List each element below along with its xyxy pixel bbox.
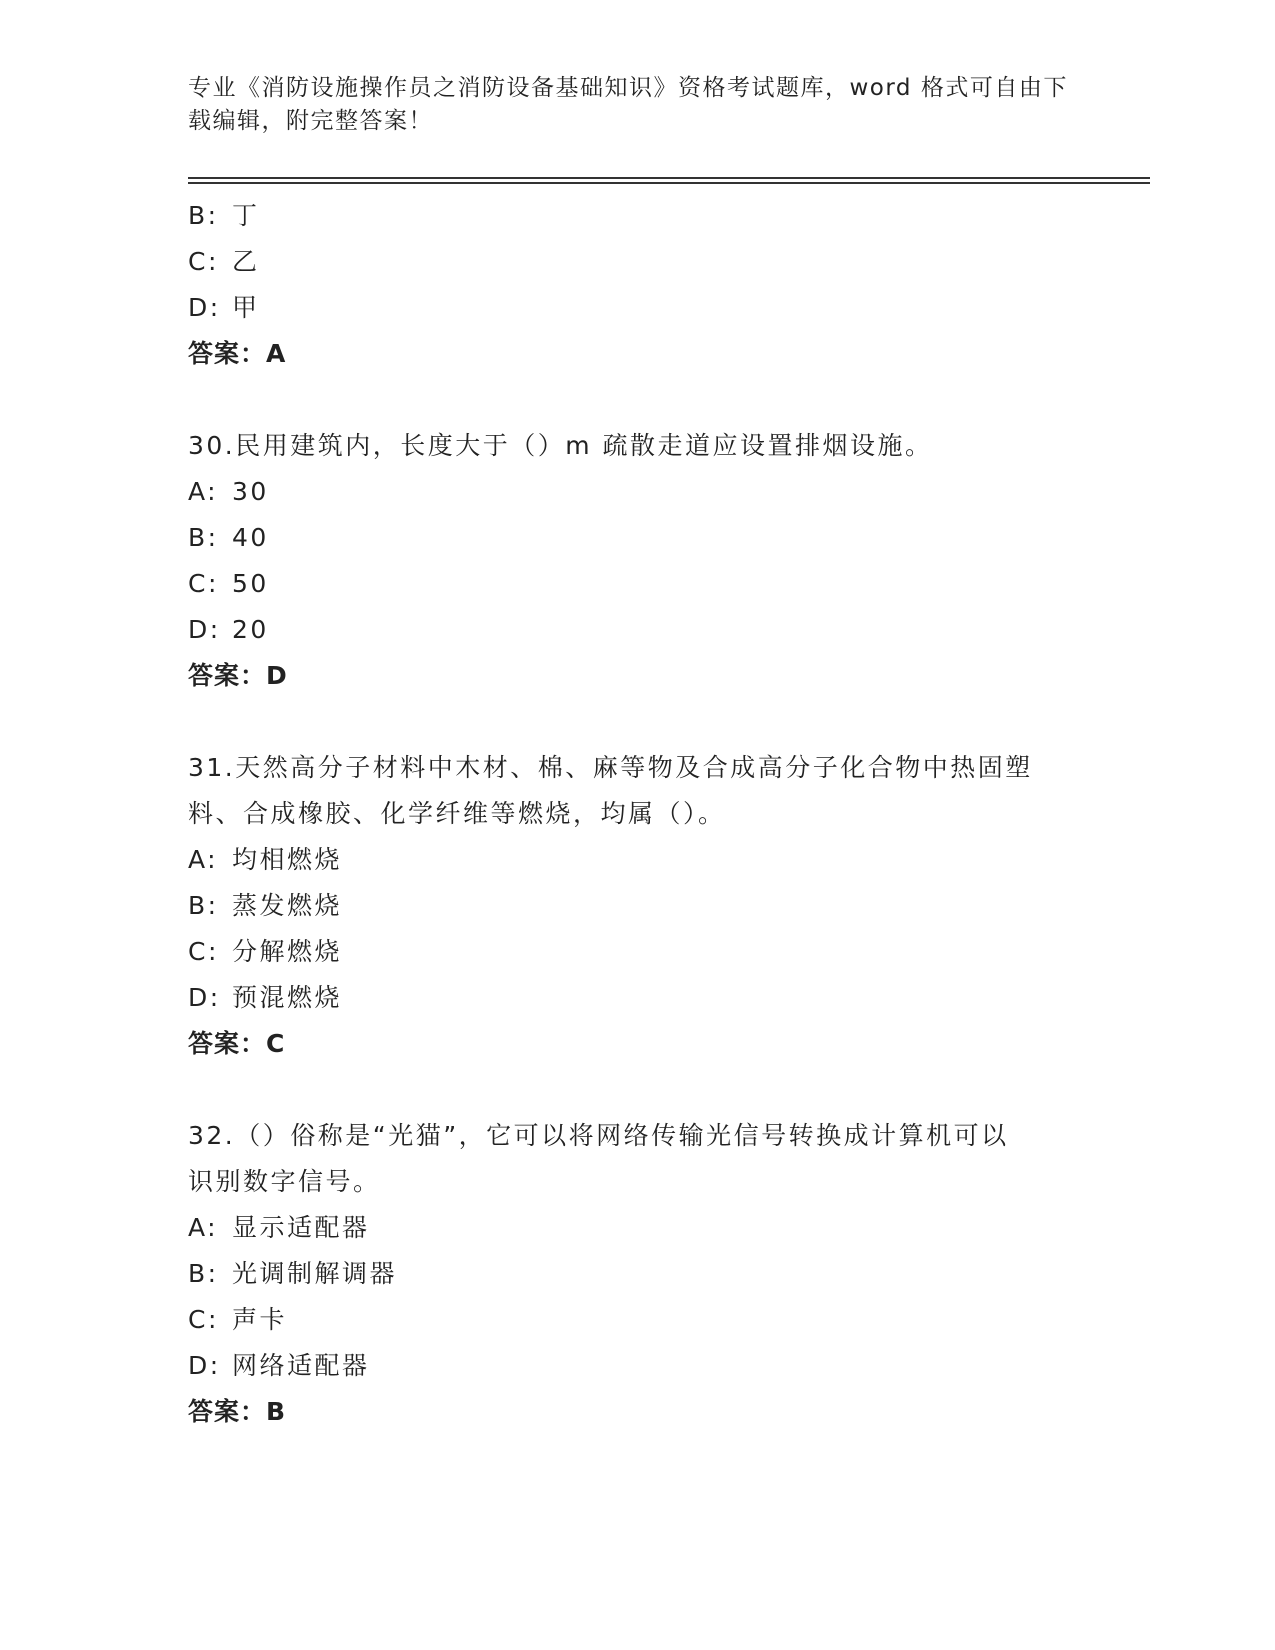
question-29-partial <box>188 193 1088 377</box>
answer-line: 答案：C <box>188 1029 286 1058</box>
spacer <box>188 1067 1088 1113</box>
question-text: 30.民用建筑内，长度大于（）m 疏散走道应设置排烟设施。 <box>188 431 933 460</box>
option-b <box>188 515 1088 561</box>
option-label: A: <box>188 477 219 506</box>
document-header <box>188 72 1088 138</box>
option-text: 甲 <box>232 293 260 322</box>
header-divider-bottom <box>188 182 1150 184</box>
option-label: D: <box>188 293 221 322</box>
spacer <box>188 699 1088 745</box>
header-divider-top <box>188 177 1150 179</box>
option-label: C: <box>188 937 219 966</box>
option-a <box>188 469 1088 515</box>
option-text: 均相燃烧 <box>232 845 343 874</box>
option-b <box>188 193 1088 239</box>
option-d <box>188 285 1088 331</box>
question-text-line-1: 32.（）俗称是“光猫”，它可以将网络传输光信号转换成计算机可以 <box>188 1121 1009 1150</box>
option-label: C: <box>188 1305 219 1334</box>
header-line-2: 载编辑，附完整答案！ <box>188 108 433 134</box>
option-b <box>188 883 1088 929</box>
option-label: B: <box>188 523 219 552</box>
question-text-line-2: 料、合成橡胶、化学纤维等燃烧，均属（）。 <box>188 799 726 828</box>
option-text: 蒸发燃烧 <box>232 891 343 920</box>
option-text: 乙 <box>232 247 260 276</box>
question-32 <box>188 1113 1088 1435</box>
option-label: B: <box>188 201 219 230</box>
option-text: 50 <box>232 569 269 598</box>
option-text: 预混燃烧 <box>232 983 343 1012</box>
option-text: 30 <box>232 477 269 506</box>
option-c <box>188 561 1088 607</box>
option-label: C: <box>188 247 219 276</box>
question-text-line-2: 识别数字信号。 <box>188 1167 381 1196</box>
option-text: 显示适配器 <box>232 1213 370 1242</box>
question-31 <box>188 745 1088 1067</box>
answer-line: 答案：A <box>188 339 287 368</box>
answer-line: 答案：B <box>188 1397 287 1426</box>
spacer <box>188 377 1088 423</box>
option-d <box>188 1343 1088 1389</box>
option-label: B: <box>188 891 219 920</box>
option-text: 声卡 <box>232 1305 288 1334</box>
answer-line: 答案：D <box>188 661 288 690</box>
option-c <box>188 929 1088 975</box>
option-c <box>188 1297 1088 1343</box>
option-c <box>188 239 1088 285</box>
option-text: 网络适配器 <box>232 1351 370 1380</box>
header-line-1: 专业《消防设施操作员之消防设备基础知识》资格考试题库，word 格式可自由下 <box>188 75 1068 101</box>
option-text: 光调制解调器 <box>232 1259 398 1288</box>
option-label: D: <box>188 983 221 1012</box>
option-text: 20 <box>232 615 269 644</box>
question-list <box>188 193 1088 1435</box>
option-label: A: <box>188 845 219 874</box>
option-label: A: <box>188 1213 219 1242</box>
option-a <box>188 837 1088 883</box>
option-label: D: <box>188 615 221 644</box>
option-label: C: <box>188 569 219 598</box>
option-d <box>188 975 1088 1021</box>
option-a <box>188 1205 1088 1251</box>
option-d <box>188 607 1088 653</box>
option-b <box>188 1251 1088 1297</box>
option-text: 分解燃烧 <box>232 937 343 966</box>
option-text: 40 <box>232 523 269 552</box>
option-label: D: <box>188 1351 221 1380</box>
question-text-line-1: 31.天然高分子材料中木材、棉、麻等物及合成高分子化合物中热固塑 <box>188 753 1033 782</box>
option-text: 丁 <box>232 201 260 230</box>
option-label: B: <box>188 1259 219 1288</box>
question-30 <box>188 423 1088 699</box>
